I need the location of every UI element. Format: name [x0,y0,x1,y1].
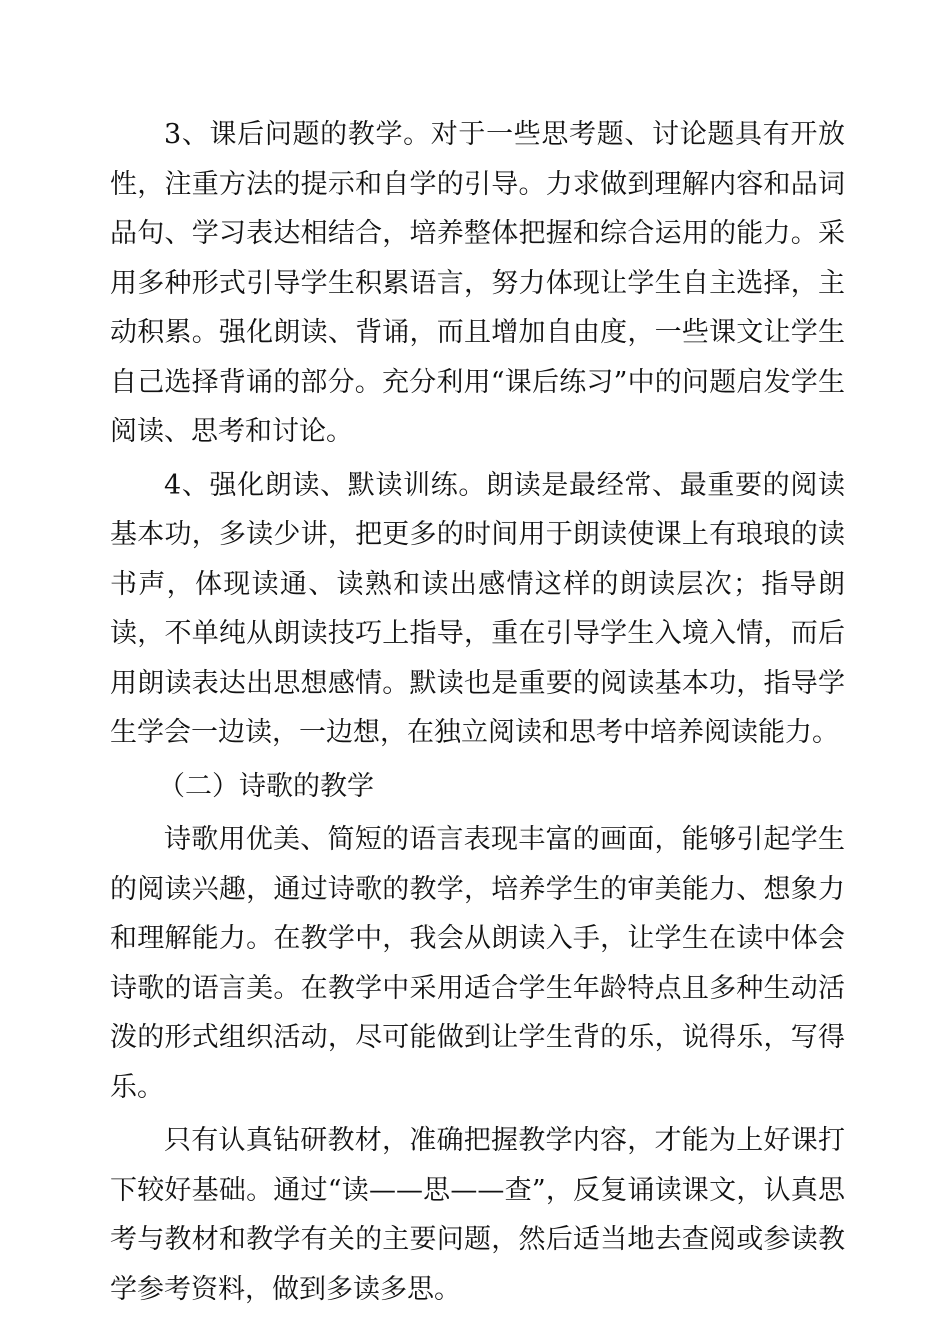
paragraph-reading-training: 4、强化朗读、默读训练。朗读是最经常、最重要的阅读基本功，多读少讲，把更多的时间用于朗读使课上有琅琅的读书声，体现读通、读熟和读出感情这样的朗读层次；指导朗读，不单纯从朗读技巧上指导，重在引导学生入境入情，而后用朗读表达出思想感情。默读也是重要的阅读基本功，指导学生学会一边读，一边想，在独立阅读和思考中培养阅读能力。 [110,469,845,748]
document-body [110,110,845,1318]
paragraph-study-materials: 只有认真钻研教材，准确把握教学内容，才能为上好课打下较好基础。通过“读——思——查”，反复诵读课文，认真思考与教材和教学有关的主要问题，然后适当地去查阅或参读教学参考资料，做到多读多思。 [110,1125,845,1305]
paragraph-after-class-questions: 3、课后问题的教学。对于一些思考题、讨论题具有开放性，注重方法的提示和自学的引导。力求做到理解内容和品词品句、学习表达相结合，培养整体把握和综合运用的能力。采用多种形式引导学生积累语言，努力体现让学生自主选择，主动积累。强化朗读、背诵，而且增加自由度，一些课文让学生自己选择背诵的部分。充分利用“课后练习”中的问题启发学生阅读、思考和讨论。 [110,119,845,447]
paragraph-poetry-teaching: 诗歌用优美、简短的语言表现丰富的画面，能够引起学生的阅读兴趣，通过诗歌的教学，培养学生的审美能力、想象力和理解能力。在教学中，我会从朗读入手，让学生在读中体会诗歌的语言美。在教学中采用适合学生年龄特点且多种生动活泼的形式组织活动，尽可能做到让学生背的乐，说得乐，写得乐。 [110,824,845,1103]
section-heading-poetry: （二）诗歌的教学 [158,770,374,802]
